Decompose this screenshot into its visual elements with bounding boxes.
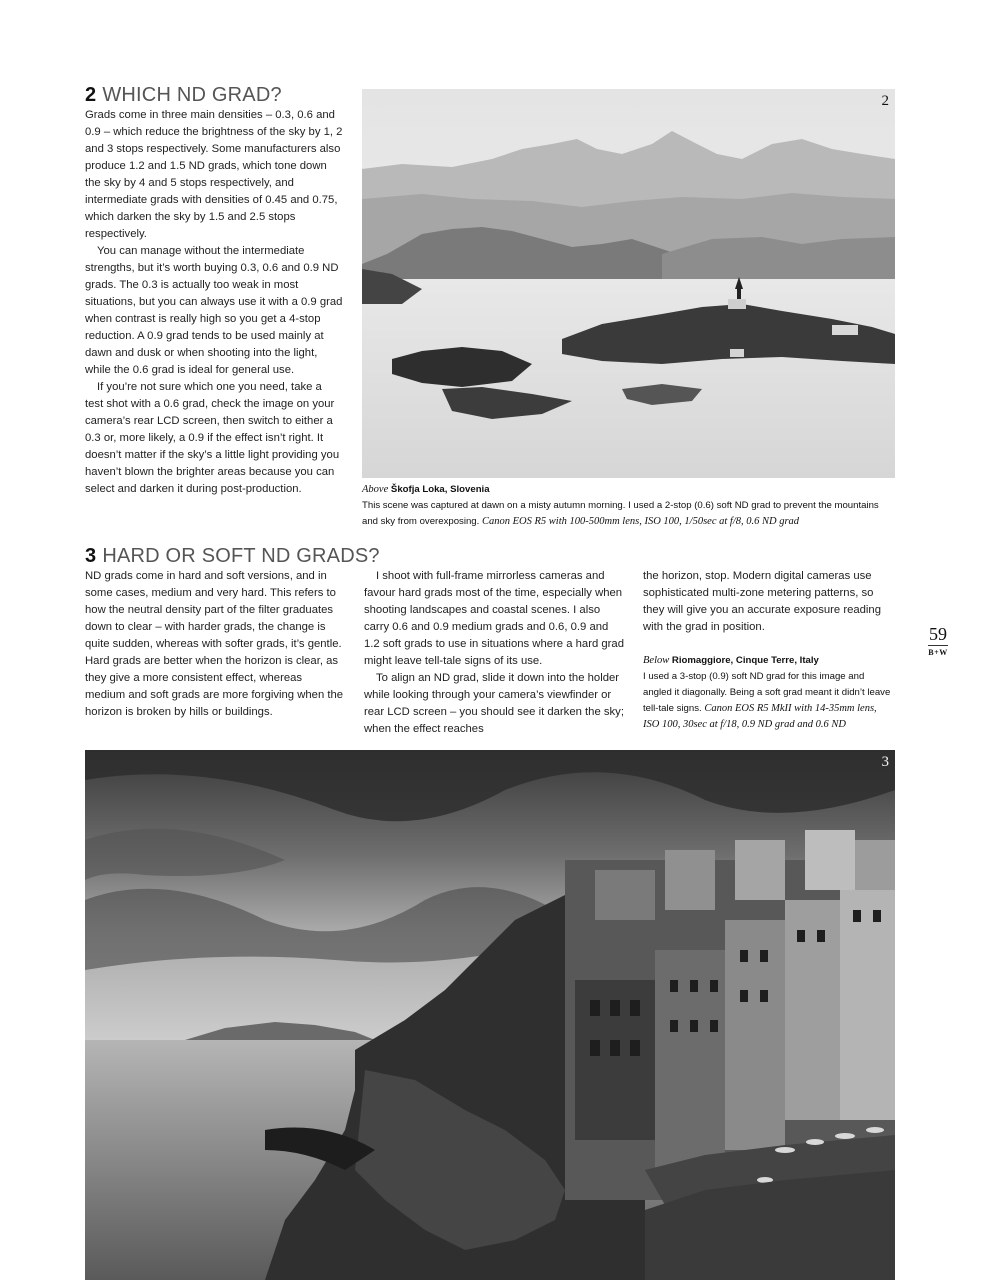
section-3-paragraph: ND grads come in hard and soft versions, and in some cases, medium and very hard. This refers to how the neutral density part of the filter graduates down to clear – with harder grads, the change is quite sudden, whereas with softer grads, it’s gentle. Hard grads are better when the horizon is clear, as they give a more consistent effect, whereas medium and soft grads are more forgiving when the horizon is broken by hills or buildings. — [85, 570, 344, 718]
section-3-column-1 — [85, 568, 345, 721]
caption-place: Škofja Loka, Slovenia — [390, 484, 490, 495]
caption-gear: Canon EOS R5 with 100-500mm lens, ISO 100, 1/50sec at f/8, 0.6 ND grad — [482, 516, 800, 527]
caption-place: Riomaggiore, Cinque Terre, Italy — [671, 655, 819, 666]
section-2-paragraph: Grads come in three main densities – 0.3, 0.6 and 0.9 – which reduce the brightness of the sky by 1, 2 and 3 stops respectively. Some manufacturers also produce 1.2 and 1.5 ND grads, which tone down the sky by 4 and 5 stops respectively, and intermediate grads with densities of 0.45 and 0.75, which darken the sky by 1.5 and 2.5 stops respectively. — [85, 109, 343, 240]
section-3-number: 3 — [85, 545, 97, 567]
section-3-column-3 — [643, 568, 893, 636]
magazine-logo: B+W — [928, 648, 948, 657]
photo-2-number: 2 — [881, 93, 889, 109]
section-3-heading — [85, 545, 380, 567]
coastal-village-illustration — [85, 750, 895, 1280]
caption-lead: Above — [362, 484, 389, 495]
section-2-number: 2 — [85, 84, 97, 106]
section-2-title: WHICH ND GRAD? — [102, 84, 282, 106]
photo-3-caption — [643, 653, 895, 733]
section-3-paragraph: the horizon, stop. Modern digital cameras use sophisticated multi-zone metering patterns, so they will give you an accurate exposure reading with the grad in position. — [643, 570, 882, 633]
section-2-paragraph: You can manage without the intermediate strengths, but it’s worth buying 0.3, 0.6 and 0.9 ND grads. The 0.3 is actually too weak in most situations, but you can always use it with a 0.9 grad when contrast is really high so you get a 4-stop reduction. A 0.9 grad tends to be used mainly at dawn and dusk or when shooting into the light, while the 0.6 grad is ideal for general use. — [85, 245, 343, 376]
caption-text: This scene was captured at dawn on a misty autumn morning. I used a 2-stop (0.6) soft ND grad to prevent the mountains and sky from overexposing. — [362, 500, 879, 527]
page-number: 59 — [929, 624, 947, 644]
photo-3-number: 3 — [881, 754, 889, 770]
section-2-paragraph: If you’re not sure which one you need, take a test shot with a 0.6 grad, check the image on your camera’s rear LCD screen, then switch to either a 0.3 or, more likely, a 0.9 if the effect isn’t right. It doesn’t matter if the sky’s a little light providing you haven’t blown the brighter areas because you can select and darken it during post-production. — [85, 381, 340, 495]
caption-text: I used a 3-stop (0.9) soft ND grad for this image and angled it diagonally. Being a soft grad meant it didn’t leave tell-tale signs. — [643, 671, 891, 714]
section-3-paragraph: To align an ND grad, slide it down into the holder while looking through your camera’s viewfinder or rear LCD screen – you should see it darken the sky; when the effect reaches — [364, 672, 624, 735]
section-3-column-2 — [364, 568, 626, 738]
misty-landscape-illustration — [362, 89, 895, 478]
section-3-paragraph: I shoot with full-frame mirrorless cameras and favour hard grads most of the time, especially when shooting landscapes and coastal scenes. I also carry 0.6 and 0.9 medium grads and 0.6, 0.9 and 1.2 soft grads to use in situations where a hard grad might leave tell-tale signs of its use. — [364, 570, 624, 667]
section-2-body — [85, 107, 343, 498]
folio-rule — [928, 645, 948, 646]
photo-2-caption — [362, 482, 895, 530]
section-3-title: HARD OR SOFT ND GRADS? — [102, 545, 380, 567]
photo-skofja-loka — [362, 89, 895, 478]
caption-gear: Canon EOS R5 MkII with 14-35mm lens, ISO 100, 30sec at f/18, 0.9 ND grad and 0.6 ND — [643, 703, 877, 730]
photo-riomaggiore — [85, 750, 895, 1280]
section-2-heading — [85, 84, 282, 106]
page-folio — [918, 624, 958, 657]
caption-lead: Below — [643, 655, 670, 666]
